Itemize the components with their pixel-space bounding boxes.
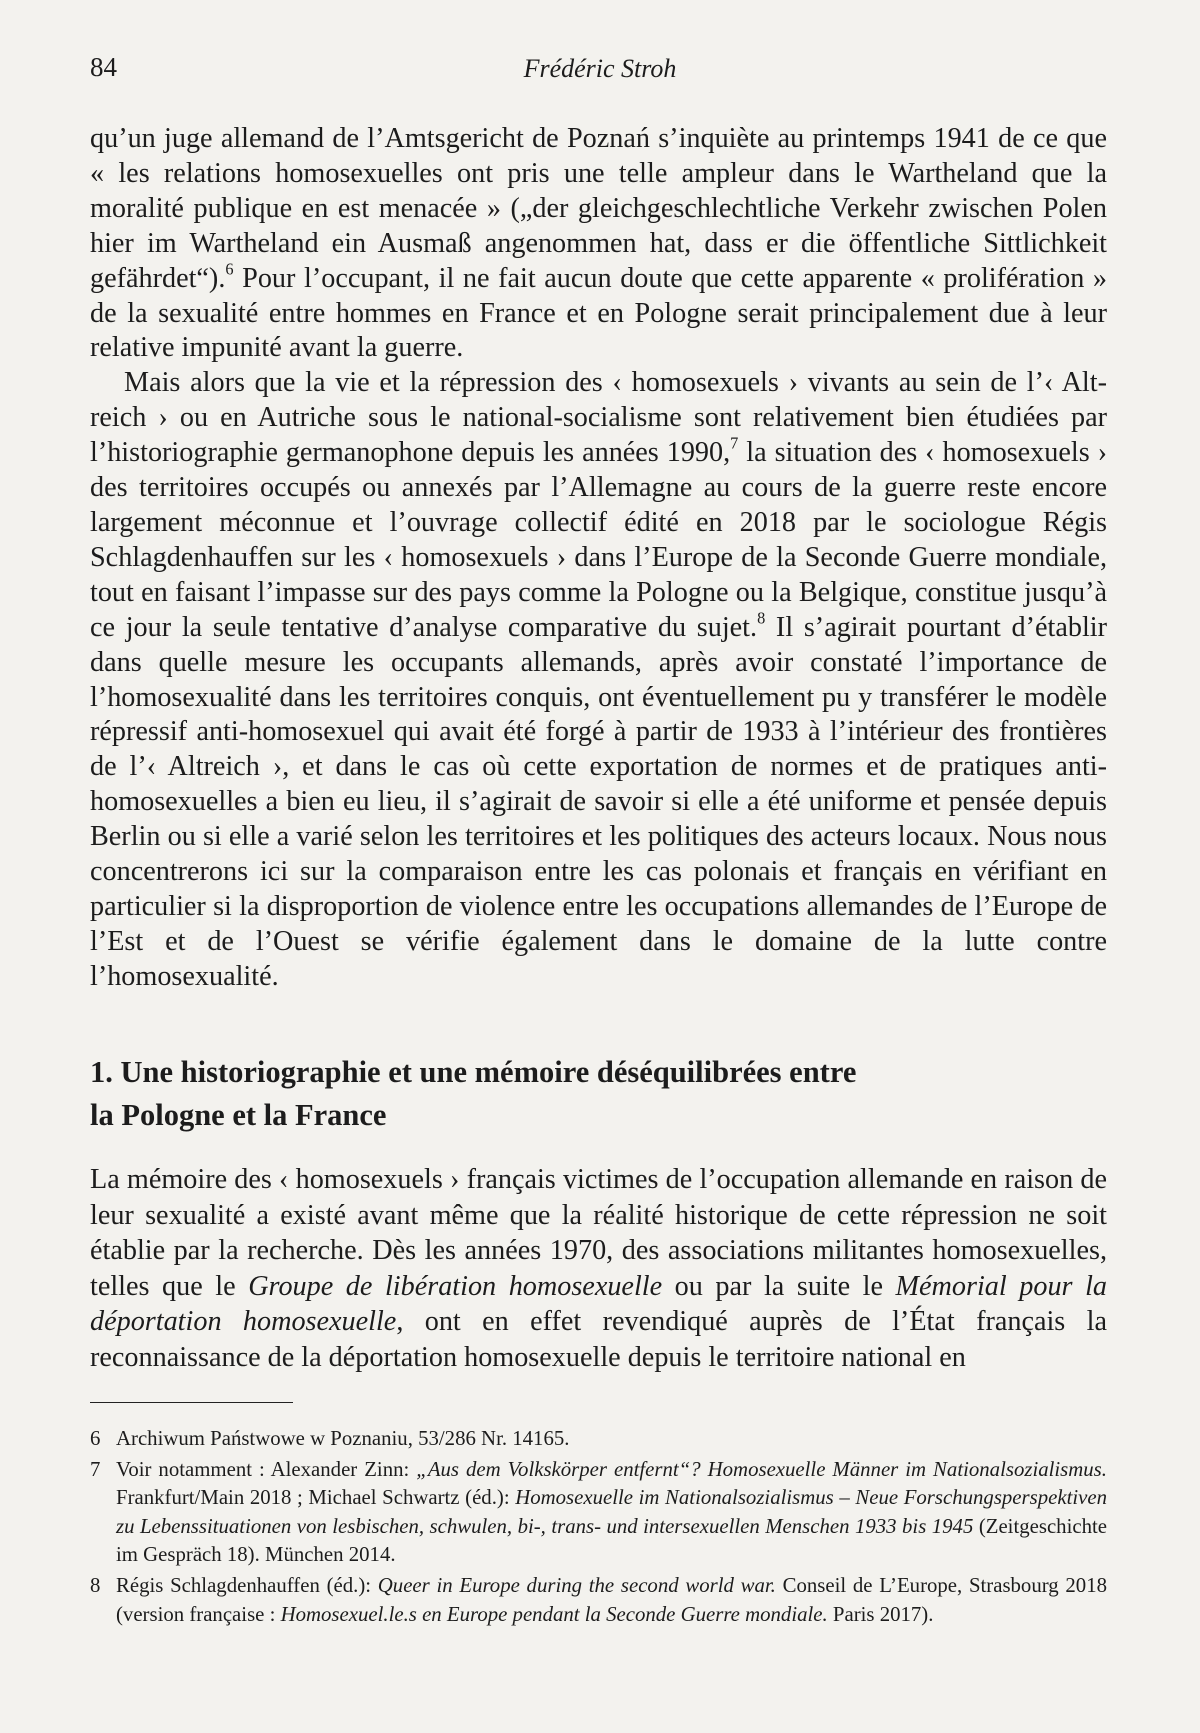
footnote-text: (Zeitgeschichte im Gespräch 18). München 2014. [116,1514,1107,1567]
footnote-text: Paris 2017). [827,1602,934,1626]
footnote-7 [90,1456,1107,1570]
paragraph-text: ou par la suite le [662,1270,896,1302]
footnote-title: „Aus dem Volkskörper entfernt“? Homosexuelle Männer im Nationalsozialismus. [416,1457,1107,1481]
organization-name: Groupe de libération homosexuelle [248,1270,663,1302]
footnote-8 [90,1572,1107,1629]
paragraph-3 [90,1162,1107,1375]
paragraph-text: , ont en effet revendiqué auprès de l’État français la reconnaissance de la déportation homosexuelle depuis le territoire national en [90,1306,1107,1373]
body-text [90,122,1107,995]
paragraph-text: qu’un juge allemand de l’Amtsgericht de Poznań s’inquiète au printemps 1941 de ce que « les relations homosexuelles ont pris une telle ampleur dans le Wartheland que la moralité publique en est menacée » („der gleichgeschlechtliche Verkehr zwischen Polen hier im Wartheland ein Ausmaß angenommen hat, dass er die öffentliche Sittlichkeit gefährdet“). [90,123,1107,294]
footnote-number: 8 [90,1573,101,1597]
footnote-title: Queer in Europe during the second world war. [377,1573,776,1597]
footnote-title: Homosexuel.le.s en Europe pendant la Seconde Guerre mondiale. [280,1602,828,1626]
footnote-ref-8: 8 [757,608,766,628]
paragraph-text: Il s’agirait pourtant d’établir dans quelle mesure les occupants allemands, après avoir constaté l’importance de l’homosexualité dans les territoires conquis, ont éventuellement pu y transférer le modèle répressif anti-homosexuel qui avait été forgé à partir de 1933 à l’intérieur des frontières de l’‹ Altreich ›, et dans le cas où cette exportation de normes et de pratiques anti-homosexuelles a bien eu lieu, il s’agirait de savoir si elle a été uniforme et pensée depuis Berlin ou si elle a varié selon les territoires et les politiques des acteurs locaux. Nous nous concentrerons ici sur la comparaison entre les cas polonais et français en vérifiant en particulier si la disproportion de violence entre les occupations allemandes de l’Europe de l’Est et de l’Ouest se vérifie également dans le domaine de la lutte contre l’homosexualité. [90,611,1107,992]
footnote-title: Homosexuelle im Nationalsozialismus – Neue Forschungsperspektiven zu Lebenssituationen von lesbischen, schwulen, bi-, trans- und intersexuellen Menschen 1933 bis 1945 [116,1486,1108,1538]
footnote-number: 7 [90,1457,101,1481]
running-title: Frédéric Stroh [523,54,677,83]
page-number: 84 [90,52,117,82]
footnote-ref-7: 7 [730,433,739,453]
section-heading-line-1: 1. Une historiographie et une mémoire déséquilibrées entre [90,1055,857,1089]
footnote-text: Frankfurt/Main 2018 ; Michael Schwartz (éd.): [116,1486,516,1510]
footnote-text: Archiwum Państwowe w Poznaniu, 53/286 Nr. 14165. [116,1427,570,1450]
paragraph-text: Pour l’occupant, il ne fait aucun doute que cette apparente « prolifération » de la sexualité entre hommes en France et en Pologne serait principalement due à leur relative impunité avant la guerre. [90,262,1107,364]
footnote-6 [90,1425,1107,1454]
section-body [90,1162,1107,1375]
organization-name: Mémorial pour la déportation homosexuelle [90,1270,1107,1337]
footnote-number: 6 [90,1427,101,1450]
footnote-separator [90,1402,293,1403]
paragraph-text: la situation des ‹ homosexuels › des territoires occupés ou annexés par l’Allemagne au cours de la guerre reste encore largement méconnue et l’ouvrage collectif édité en 2018 par le sociologue Régis Schlagdenhauffen sur les ‹ homosexuels › dans l’Europe de la Seconde Guerre mondiale, tout en faisant l’impasse sur des pays comme la Pologne ou la Belgique, constitue jusqu’à ce jour la seule tentative d’analyse comparative du sujet. [90,437,1108,643]
footnotes [90,1425,1107,1631]
paragraph-1 [90,122,1107,366]
paragraph-text: Mais alors que la vie et la répression des ‹ homosexuels › vivants au sein de l’‹ Altreich › ou en Autriche sous le national-socialisme sont relativement bien étudiées par l’historiographie germanophone depuis les années 1990, [90,367,1107,469]
section-heading [90,1051,1107,1137]
footnote-text: Régis Schlagdenhauffen (éd.): [116,1573,378,1597]
footnote-text: Voir notamment : Alexander Zinn: [116,1457,417,1481]
footnote-ref-6: 6 [225,259,234,279]
paragraph-text: La mémoire des ‹ homosexuels › français victimes de l’occupation allemande en raison de leur sexualité a existé avant même que la réalité historique de cette répression ne soit établie par la recherche. Dès les années 1970, des associations militantes homosexuelles, telles que le [90,1164,1107,1302]
section-heading-line-2: la Pologne et la France [90,1098,387,1132]
paragraph-2 [90,366,1107,994]
footnote-text: Conseil de L’Europe, Strasbourg 2018 (version française : [116,1573,1107,1626]
page-header [90,52,1110,92]
